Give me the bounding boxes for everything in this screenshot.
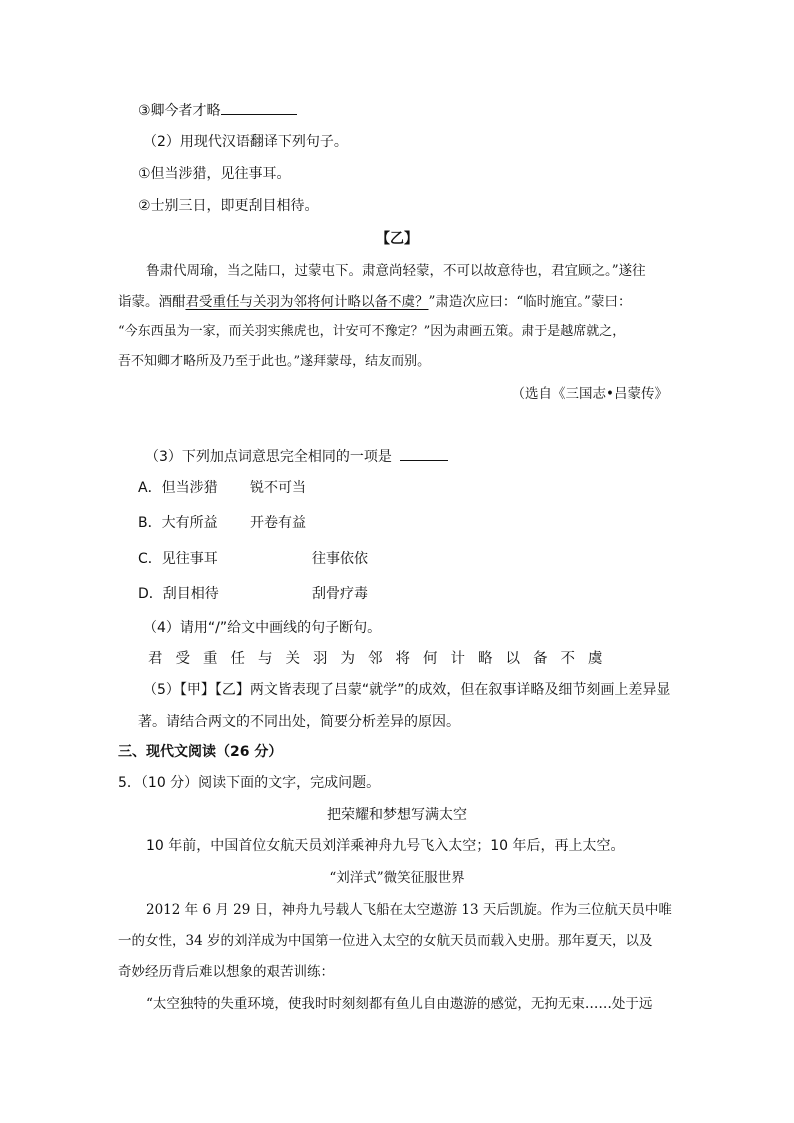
q5-intro: 5．（10 分）阅读下面的文字，完成问题。 <box>118 775 381 791</box>
q3-option-d <box>138 584 219 604</box>
passage-yi-heading: 【乙】 <box>376 231 418 247</box>
article-subtitle: “刘洋式”微笑征服世界 <box>329 870 465 886</box>
q2-prompt: （2）用现代汉语翻译下列句子。 <box>143 134 348 150</box>
q3-option-b-pair: 开卷有益 <box>250 515 306 531</box>
option-label: A．但当涉猎 <box>138 480 218 496</box>
q3-item <box>138 100 297 121</box>
q3-prompt-text: （3）下列加点词意思完全相同的一项是 <box>145 449 392 465</box>
q5-line-1: （5）【甲】【乙】两文皆表现了吕蒙“就学”的成效，但在叙事详略及细节刻画上差异显 <box>143 682 671 698</box>
q5-line-2: 著。请结合两文的不同出处，简要分析差异的原因。 <box>138 714 460 730</box>
q3-option-c <box>138 549 218 569</box>
q3-prompt <box>145 446 448 467</box>
passage-yi-line-2-pre: 诣蒙。酒酣 <box>118 294 186 310</box>
article-para-2-line-2: 一的女性，34 岁的刘洋成为中国第一位进入太空的女航天员而载入史册。那年夏天，以及 <box>118 933 653 949</box>
q3-option-c-pair: 往事依依 <box>312 551 368 567</box>
option-label: D．刮目相待 <box>138 586 219 602</box>
q3-option-b <box>138 513 218 533</box>
option-label: B．大有所益 <box>138 515 218 531</box>
article-para-3-line-1: “太空独特的失重环境，使我时时刻刻都有鱼儿自由遨游的感觉，无拘无束……处于远 <box>146 996 653 1012</box>
passage-source: （选自《三国志•吕蒙传》 <box>511 386 668 402</box>
q2-sentence-1: ①但当涉猎，见往事耳。 <box>138 166 291 182</box>
q3-item-text: ③卿今者才略 <box>138 103 221 119</box>
article-para-2-line-3: 奇妙经历背后难以想象的艰苦训练： <box>118 964 334 980</box>
underlined-sentence: 君受重任与关羽为邻将何计略以备不虞？ <box>185 294 429 310</box>
passage-yi-line-2-post: ”肃造次应曰：“临时施宜。”蒙曰： <box>428 294 632 310</box>
q4-sentence: 君受重任与关羽为邻将何计略以备不虞 <box>148 651 616 667</box>
section-heading: 三、现代文阅读（26 分） <box>118 744 283 760</box>
answer-blank[interactable] <box>221 100 297 115</box>
q3-option-a <box>138 478 218 498</box>
answer-blank[interactable] <box>400 446 448 461</box>
q4-prompt: （4）请用“/”给文中画线的句子断句。 <box>143 620 382 636</box>
passage-yi-line-3: “今东西虽为一家，而关羽实熊虎也，计安可不豫定？”因为肃画五策。肃于是越席就之， <box>118 324 626 339</box>
article-para-2-line-1: 2012 年 6 月 29 日，神舟九号载人飞船在太空遨游 13 天后凯旋。作为三位航天员中唯 <box>146 902 672 918</box>
article-para-1: 10 年前，中国首位女航天员刘洋乘神舟九号飞入太空；10 年后，再上太空。 <box>146 838 625 854</box>
q2-sentence-2: ②士别三日，即更刮目相待。 <box>138 198 319 214</box>
passage-yi-line-1: 鲁肃代周瑜，当之陆口，过蒙屯下。肃意尚轻蒙，不可以故意待也，君宜顾之。”遂往 <box>146 263 646 279</box>
passage-yi-line-2 <box>118 292 631 312</box>
passage-yi-line-4: 吾不知卿才略所及乃至于此也。”遂拜蒙母，结友而别。 <box>118 354 431 369</box>
article-title: 把荣耀和梦想写满太空 <box>327 807 467 823</box>
option-label: C．见往事耳 <box>138 551 218 567</box>
q3-option-a-pair: 锐不可当 <box>250 480 306 496</box>
q3-option-d-pair: 刮骨疗毒 <box>312 586 368 602</box>
